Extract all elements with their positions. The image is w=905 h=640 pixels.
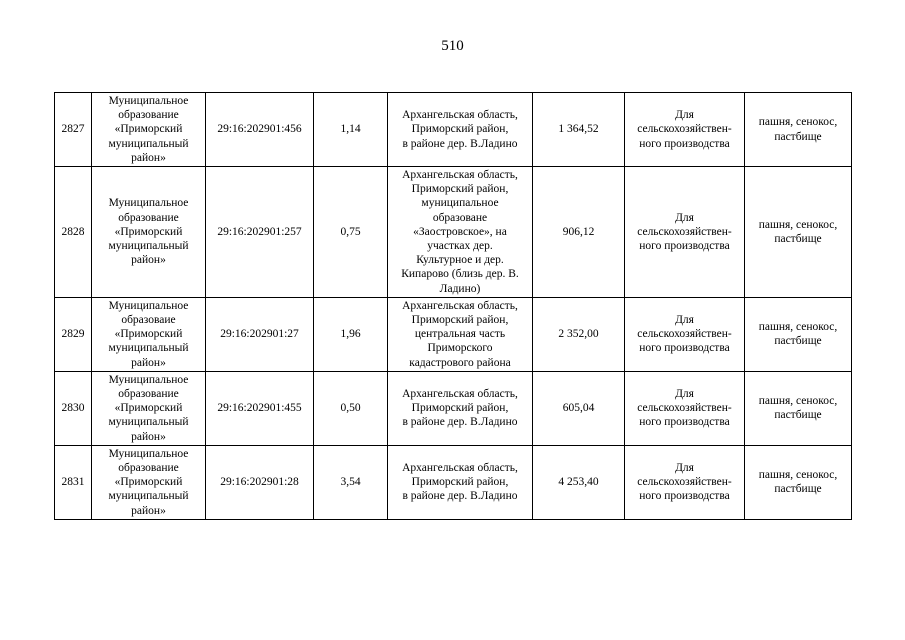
owner-cell: Муниципальное образоваие «Приморский муниципальный район»	[92, 297, 206, 371]
cadastral-value-cell: 2 352,00	[533, 297, 625, 371]
area-cell: 0,50	[314, 371, 388, 445]
area-cell: 0,75	[314, 167, 388, 298]
purpose-cell: Для сельскохозяйствен- ного производства	[625, 93, 745, 167]
location-cell: Архангельская область, Приморский район, в районе дер. В.Ладино	[388, 93, 533, 167]
land-use-cell: пашня, сенокос, пастбище	[745, 93, 852, 167]
area-cell: 3,54	[314, 445, 388, 519]
row-number: 2831	[55, 445, 92, 519]
row-number: 2828	[55, 167, 92, 298]
owner-cell: Муниципальное образование «Приморский муниципальный район»	[92, 445, 206, 519]
land-use-cell: пашня, сенокос, пастбище	[745, 167, 852, 298]
purpose-cell: Для сельскохозяйствен- ного производства	[625, 445, 745, 519]
cadastral-number-cell: 29:16:202901:28	[206, 445, 314, 519]
cadastral-number-cell: 29:16:202901:456	[206, 93, 314, 167]
row-number: 2829	[55, 297, 92, 371]
owner-cell: Муниципальное образование «Приморский муниципальный район»	[92, 371, 206, 445]
location-cell: Архангельская область, Приморский район, центральная часть Приморского кадастрового района	[388, 297, 533, 371]
cadastral-value-cell: 1 364,52	[533, 93, 625, 167]
area-cell: 1,96	[314, 297, 388, 371]
table-row	[55, 371, 852, 445]
cadastral-number-cell: 29:16:202901:27	[206, 297, 314, 371]
purpose-cell: Для сельскохозяйствен- ного производства	[625, 371, 745, 445]
land-use-cell: пашня, сенокос, пастбище	[745, 445, 852, 519]
cadastral-number-cell: 29:16:202901:257	[206, 167, 314, 298]
owner-cell: Муниципальное образование «Приморский муниципальный район»	[92, 93, 206, 167]
cadastral-value-cell: 4 253,40	[533, 445, 625, 519]
location-cell: Архангельская область, Приморский район, в районе дер. В.Ладино	[388, 445, 533, 519]
area-cell: 1,14	[314, 93, 388, 167]
table-row	[55, 93, 852, 167]
purpose-cell: Для сельскохозяйствен- ного производства	[625, 297, 745, 371]
cadastral-number-cell: 29:16:202901:455	[206, 371, 314, 445]
land-use-cell: пашня, сенокос, пастбище	[745, 371, 852, 445]
page-number: 510	[441, 38, 464, 54]
cadastral-value-cell: 906,12	[533, 167, 625, 298]
cadastral-value-cell: 605,04	[533, 371, 625, 445]
owner-cell: Муниципальное образование «Приморский муниципальный район»	[92, 167, 206, 298]
table-row	[55, 297, 852, 371]
location-cell: Архангельская область, Приморский район, муниципальное образоване «Заостровское», на участках дер. Культурное и дер. Кипарово (близь дер. В. Ладино)	[388, 167, 533, 298]
table-row	[55, 167, 852, 298]
row-number: 2830	[55, 371, 92, 445]
row-number: 2827	[55, 93, 92, 167]
land-registry-table	[54, 92, 852, 520]
location-cell: Архангельская область, Приморский район, в районе дер. В.Ладино	[388, 371, 533, 445]
purpose-cell: Для сельскохозяйствен- ного производства	[625, 167, 745, 298]
table-row	[55, 445, 852, 519]
land-use-cell: пашня, сенокос, пастбище	[745, 297, 852, 371]
